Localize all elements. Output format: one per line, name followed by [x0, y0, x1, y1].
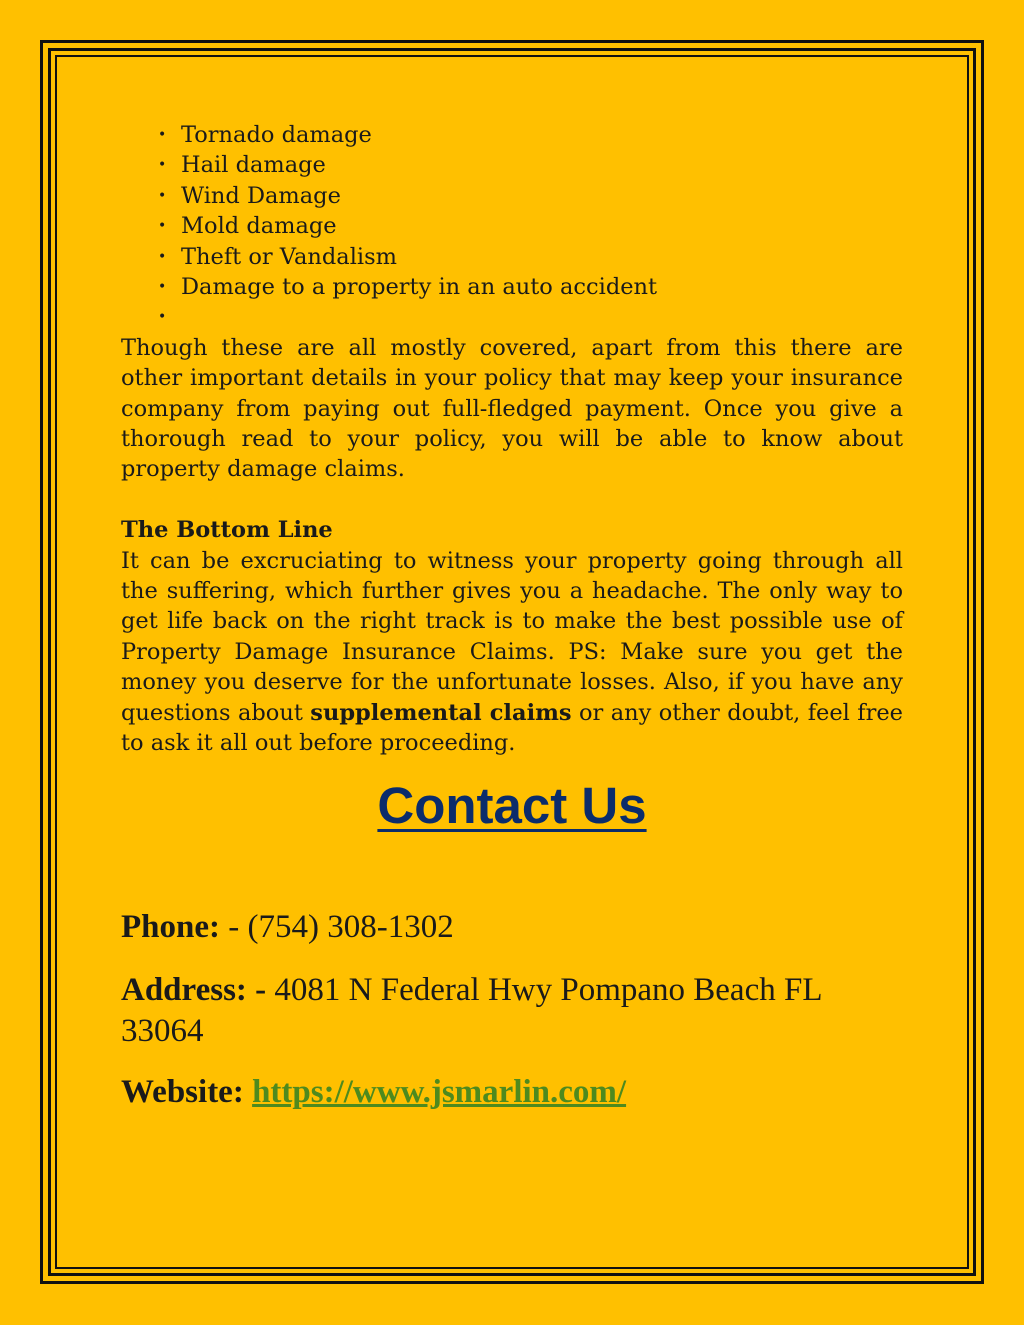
list-item: • Wind Damage [121, 181, 903, 211]
bottom-line-paragraph: It can be excruciating to witness your property going through all the suffering, which further gives you a headache. The only way to get life back on the right track is to make the best possible use of Property Damage Insurance Claims. PS: Make sure you get the money you deserve for the unfortunate losses. Also, if you have any questions about supplemental claims or any other doubt, feel free to ask it all out before proceeding. [121, 547, 904, 756]
website-label: Website: [121, 1074, 244, 1111]
website-link[interactable]: https://www.jsmarlin.com/ [252, 1074, 627, 1111]
address-value: 4081 N Federal Hwy Pompano Beach FL 33064 [121, 972, 822, 1050]
bullet-icon: • [158, 187, 167, 204]
phone-line [121, 907, 903, 948]
list-item: • Hail damage [121, 150, 903, 180]
bullet-icon: • [158, 278, 167, 295]
bullet-icon: • [158, 309, 167, 326]
list-item: • Damage to a property in an auto accident [121, 272, 903, 302]
website-line [121, 1072, 903, 1113]
document-content [121, 120, 903, 1113]
bullet-icon: • [158, 248, 167, 265]
list-item: • Mold damage [121, 211, 903, 241]
address-line [121, 970, 903, 1052]
contact-us-title: Contact Us [377, 777, 647, 835]
list-item: • Theft or Vandalism [121, 242, 903, 272]
address-label: Address: - [121, 972, 267, 1009]
list-item-empty [121, 302, 903, 332]
phone-value: - (754) 308-1302 [220, 909, 454, 946]
supplemental-claims-link[interactable]: supplemental claims [310, 699, 572, 726]
coverage-paragraph: Though these are all mostly covered, apart from this there are other important details in your policy that may keep your insurance company from paying out full-fledged payment. Once you give a thorough read to your policy, you will be able to know about property damage claims. [121, 334, 903, 483]
bullet-icon: • [158, 218, 167, 235]
bullet-icon: • [158, 127, 167, 143]
bullet-icon: • [158, 157, 167, 174]
list-item: • Tornado damage [121, 120, 903, 150]
damage-types-list [121, 120, 903, 333]
phone-label: Phone: [121, 909, 220, 946]
bottom-line-heading: The Bottom Line [121, 517, 333, 544]
